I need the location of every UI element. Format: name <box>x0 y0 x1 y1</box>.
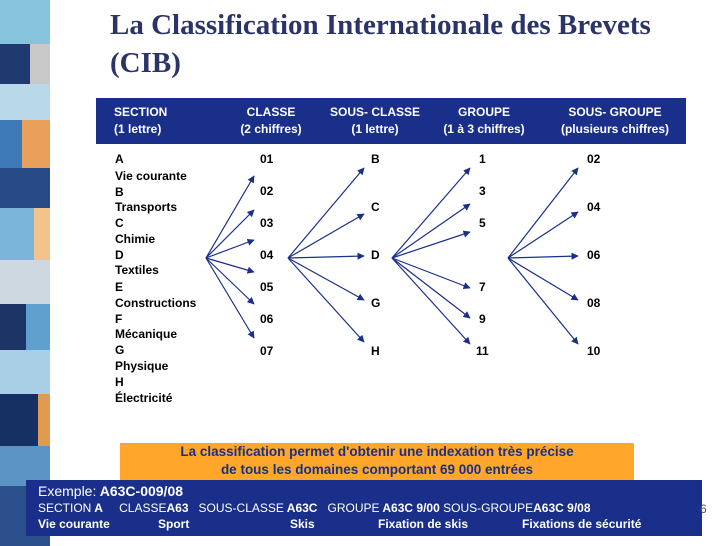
groupe-3: 3 <box>479 184 486 198</box>
section-name-b: Transports <box>115 200 178 214</box>
section-letter-f: F <box>115 312 123 326</box>
example-title <box>38 483 183 500</box>
groupe-7: 7 <box>479 280 486 294</box>
sous-classe-h: H <box>371 344 380 358</box>
section-name-c: Chimie <box>115 232 156 246</box>
section-name-f: Mécanique <box>115 327 178 341</box>
example-section-value: A <box>94 501 103 515</box>
classe-05: 05 <box>260 280 274 294</box>
arrow-to-sous-classe-d <box>288 256 364 258</box>
groupe-1: 1 <box>479 152 486 166</box>
classe-04: 04 <box>260 248 274 262</box>
header-groupe-label: GROUPE <box>457 105 510 119</box>
section-name-e: Constructions <box>115 296 197 310</box>
note-line-2: de tous les domaines comportant 69 000 entrées <box>220 462 534 477</box>
sous-groupe-06: 06 <box>587 248 601 262</box>
sous-groupe-04: 04 <box>587 200 601 214</box>
groupe-9: 9 <box>479 312 486 326</box>
arrow-to-sous-groupe-02 <box>508 168 578 258</box>
arrow-to-sous-classe-g <box>288 258 364 300</box>
header-sous-classe-label: SOUS- CLASSE <box>329 105 420 119</box>
arrow-to-sous-classe-b <box>288 168 364 258</box>
arrow-to-groupe-9 <box>392 258 470 318</box>
section-letter-e: E <box>115 280 124 294</box>
arrow-to-groupe-7 <box>392 258 470 288</box>
section-letter-d: D <box>115 248 124 262</box>
arrow-to-sous-groupe-10 <box>508 258 578 344</box>
section-name-a: Vie courante <box>115 169 187 183</box>
example-code: A63C-009/08 <box>99 483 184 499</box>
example-desc-classe: Sport <box>158 517 190 531</box>
example-classe-label: CLASSE <box>119 501 167 515</box>
arrow-to-classe-04 <box>206 240 254 258</box>
sous-classe-b: B <box>371 152 380 166</box>
classe-03: 03 <box>260 216 274 230</box>
groupe-11: 11 <box>476 344 489 358</box>
classification-note <box>120 443 634 480</box>
section-letter-h: H <box>115 375 124 389</box>
header-classe-label: CLASSE <box>246 105 296 119</box>
section-name-g: Physique <box>115 359 169 373</box>
example-section-label: SECTION <box>38 501 92 515</box>
example-desc-groupe: Fixation de skis <box>378 517 469 531</box>
arrow-to-groupe-11 <box>392 258 470 344</box>
arrow-to-sous-groupe-08 <box>508 258 578 300</box>
sous-classe-g: G <box>371 296 381 310</box>
classe-06: 06 <box>260 312 274 326</box>
section-letter-c: C <box>115 216 124 230</box>
example-band <box>26 480 702 536</box>
header-section-label: SECTION <box>114 105 168 119</box>
sous-groupe-10: 10 <box>587 344 601 358</box>
example-label: Exemple: <box>38 483 97 499</box>
page-number: 6 <box>700 502 707 516</box>
groupe-5: 5 <box>479 216 486 230</box>
header-sous-groupe-label: SOUS- GROUPE <box>568 105 662 119</box>
example-sous-groupe-label: SOUS-GROUPE <box>443 501 534 515</box>
example-breakdown <box>38 501 591 516</box>
header-section-sub: (1 lettre) <box>114 122 162 136</box>
arrow-to-sous-groupe-06 <box>508 256 578 258</box>
classe-02: 02 <box>260 184 274 198</box>
note-line-1: La classification permet d'obtenir une indexation très précise <box>180 444 574 459</box>
section-letter-a: A <box>115 152 124 166</box>
page-title-line-2: (CIB) <box>110 47 181 79</box>
example-groupe-value: A63C 9/00 <box>382 501 440 515</box>
classe-01: 01 <box>260 152 274 166</box>
arrow-to-sous-classe-h <box>288 258 364 342</box>
example-desc-sous-groupe: Fixations de sécurité <box>522 517 642 531</box>
header-sous-classe-sub: (1 lettre) <box>351 122 399 136</box>
header-classe-sub: (2 chiffres) <box>240 122 302 136</box>
section-name-h: Électricité <box>115 391 173 405</box>
example-desc-section: Vie courante <box>38 517 110 531</box>
header-sous-groupe-sub: (plusieurs chiffres) <box>560 122 670 136</box>
example-sous-classe-label: SOUS-CLASSE <box>198 501 284 515</box>
arrow-to-sous-classe-c <box>288 214 364 258</box>
example-groupe-label: GROUPE <box>327 501 380 515</box>
section-letter-g: G <box>115 343 125 357</box>
example-desc-sous-classe: Skis <box>290 517 315 531</box>
example-sous-groupe-value: A63C 9/08 <box>533 501 591 515</box>
sous-groupe-08: 08 <box>587 296 601 310</box>
sous-classe-d: D <box>371 248 380 262</box>
arrow-to-sous-groupe-04 <box>508 212 578 258</box>
section-name-d: Textiles <box>115 263 159 277</box>
section-letter-b: B <box>115 185 124 199</box>
header-groupe-sub: (1 à 3 chiffres) <box>443 122 525 136</box>
classe-07: 07 <box>260 344 274 358</box>
sous-groupe-02: 02 <box>587 152 601 166</box>
sous-classe-c: C <box>371 200 380 214</box>
example-sous-classe-value: A63C <box>286 501 318 515</box>
example-classe-value: A63 <box>166 501 189 515</box>
page-title-line-1: La Classification Internationale des Brevets <box>110 9 651 41</box>
